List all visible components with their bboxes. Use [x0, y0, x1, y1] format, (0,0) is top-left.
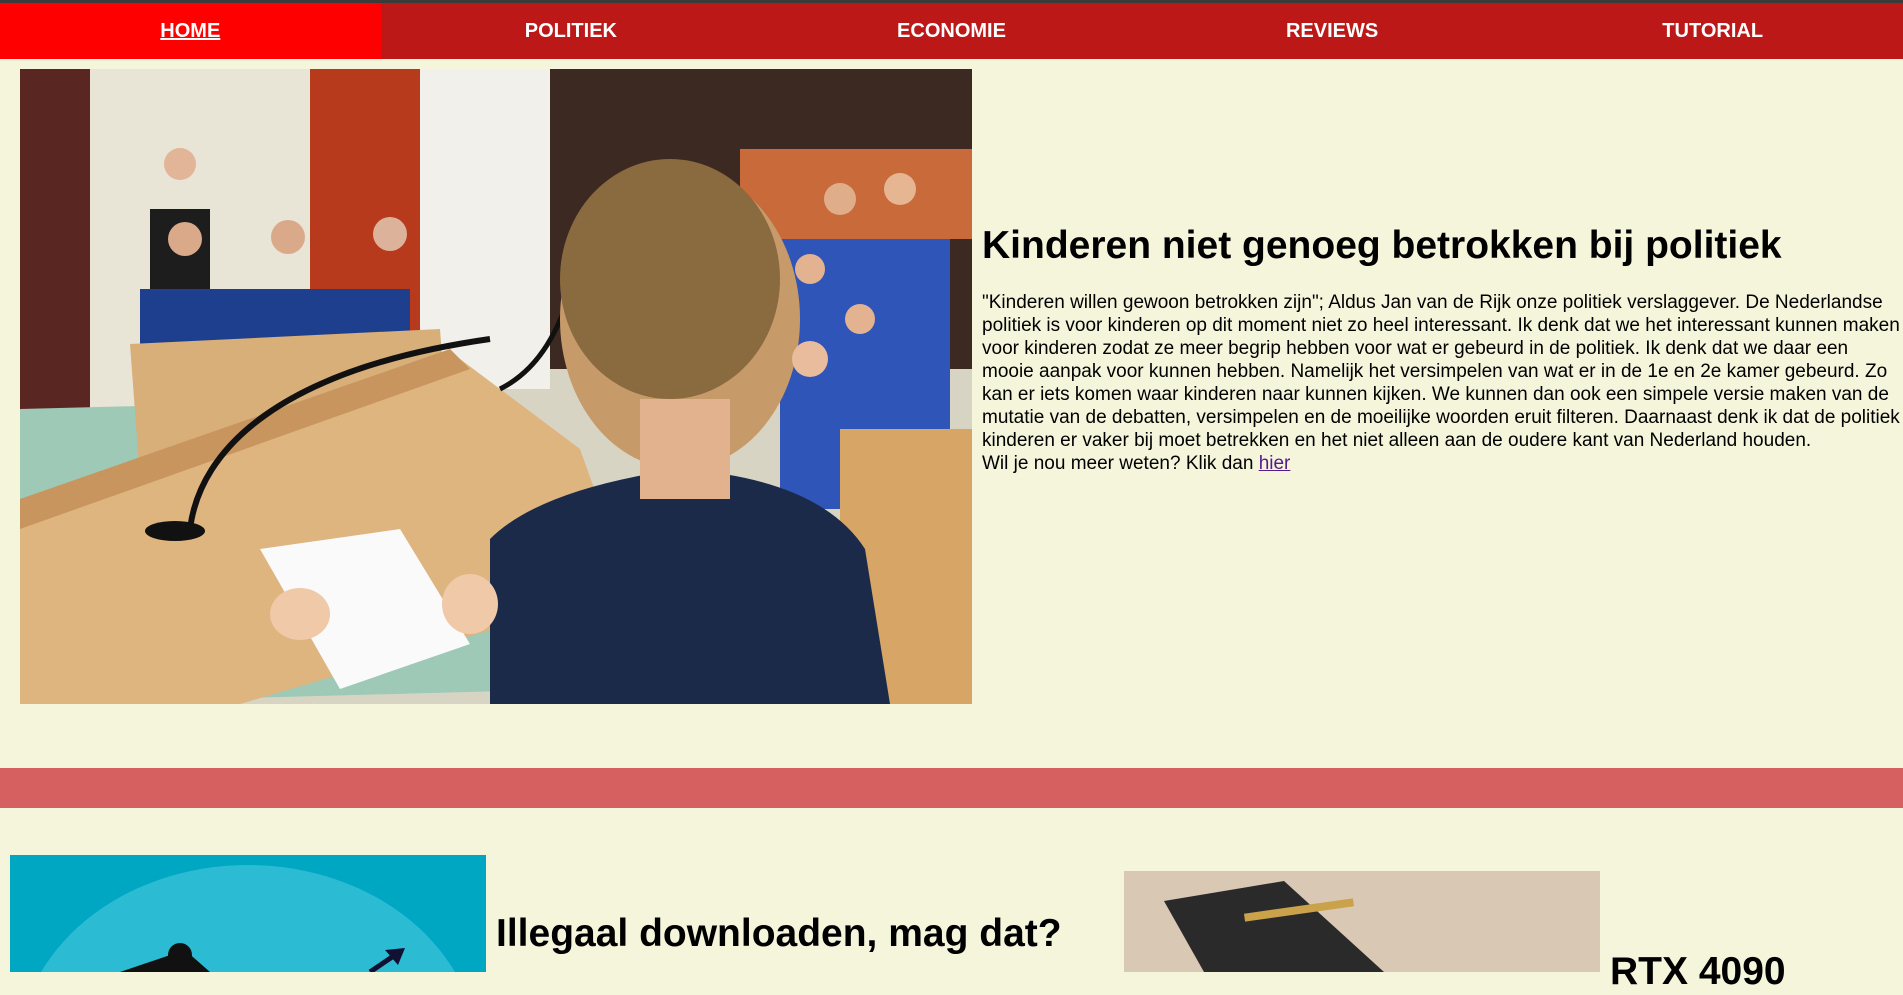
nav-item-politiek[interactable]: POLITIEK	[524, 19, 617, 42]
article-image-download	[10, 855, 486, 972]
section-divider	[0, 768, 1903, 808]
hero-body-text: "Kinderen willen gewoon betrokken zijn"; Aldus Jan van de Rijk onze politiek verslaggever. De Nederlandse politiek is voor kinderen op dit moment niet zo heel interessant. Ik denk dat we het interessant kunnen maken voor kinderen zodat ze meer begrip hebben voor wat er gebeurd in de politiek. Ik denk dat we daar een mooie aanpak voor kunnen hebben. Namelijk het versimpelen van wat er in de 1e en 2e kamer gebeurd. Zo kan er iets komen waar kinderen naar kunnen kijken. We kunnen dan ook een simpele versie maken van de mutatie van de debatten, versimpelen en de moeilijke woorden eruit filteren. Daarnaast denk ik dat de politiek kinderen er vaker bij moet betrekken en het niet alleen aan de oudere kant van Nederland houden.	[982, 291, 1900, 451]
read-more-link[interactable]: hier	[1258, 452, 1291, 474]
download-illustration	[10, 855, 486, 972]
hero-photo-illustration	[20, 69, 972, 704]
gpu-illustration	[1124, 871, 1600, 972]
hero-body	[982, 291, 1902, 475]
hero-article	[982, 224, 1902, 475]
article-image-gpu	[1124, 871, 1600, 972]
nav-item-reviews[interactable]: REVIEWS	[1285, 19, 1379, 42]
nav-item-tutorial[interactable]: TUTORIAL	[1662, 19, 1764, 42]
main-navbar	[0, 3, 1903, 59]
article-title-gpu[interactable]: RTX 4090	[1610, 950, 1786, 993]
nav-item-economie[interactable]: ECONOMIE	[897, 19, 1006, 42]
hero-cta-text: Wil je nou meer weten? Klik dan	[982, 452, 1259, 474]
hero-title: Kinderen niet genoeg betrokken bij politiek	[982, 224, 1782, 267]
hero-image	[20, 69, 972, 704]
article-title-download[interactable]: Illegaal downloaden, mag dat?	[496, 912, 1062, 955]
nav-item-home[interactable]: HOME	[0, 3, 381, 59]
